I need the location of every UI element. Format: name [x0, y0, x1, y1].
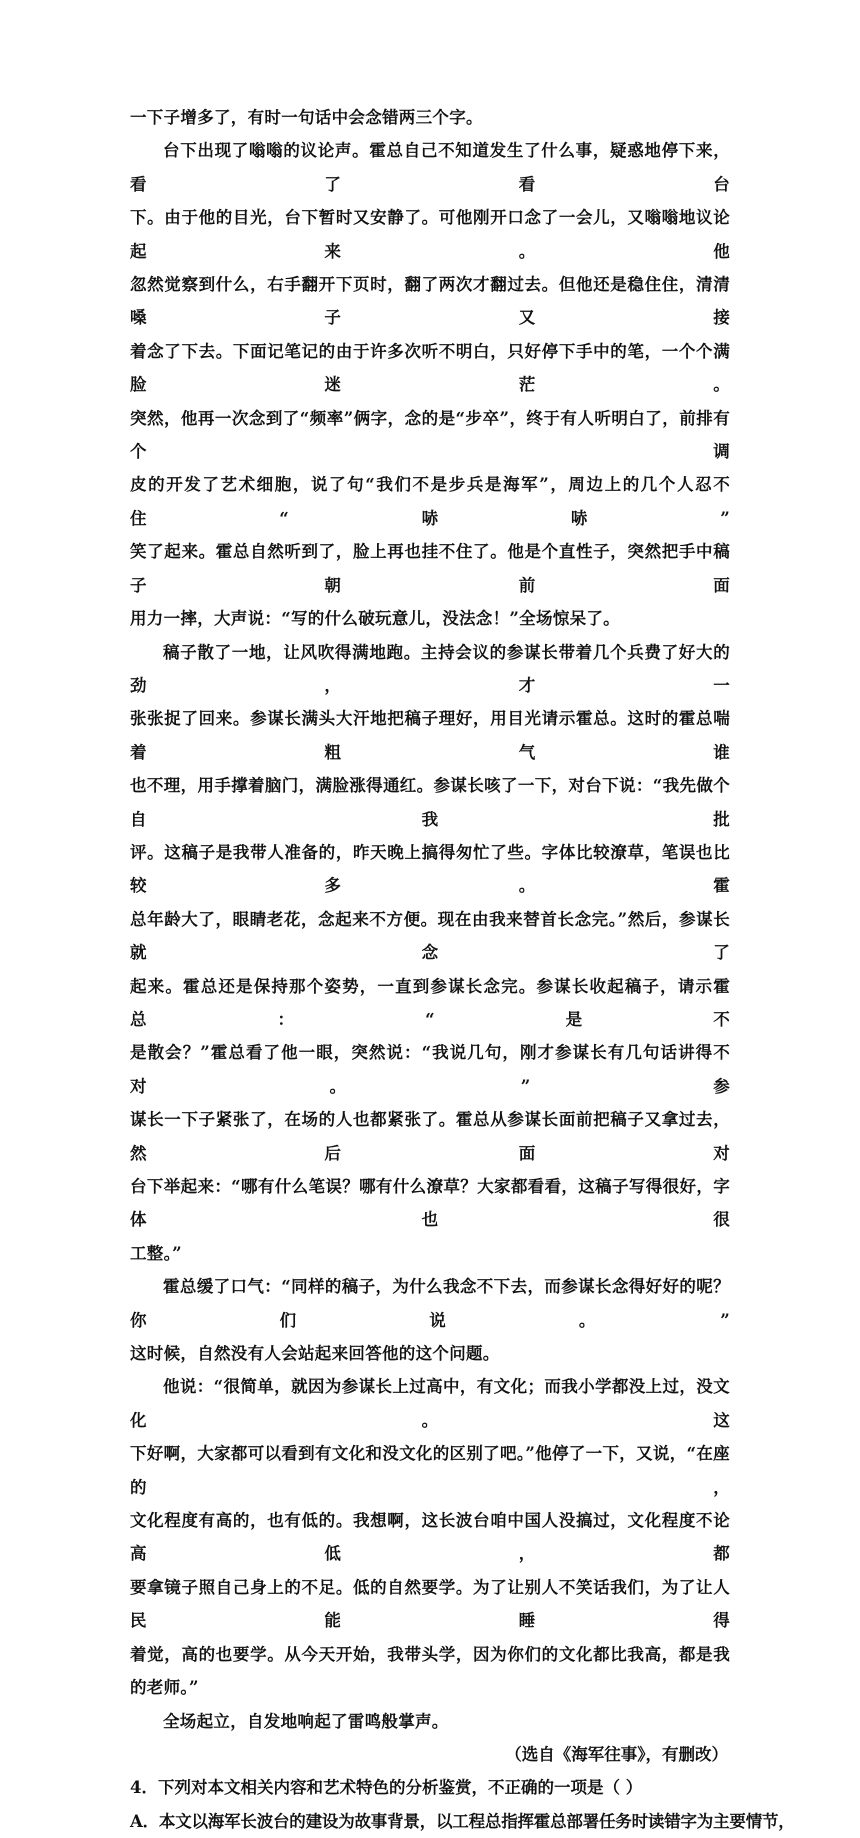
paragraph-line: 稿子散了一地，让风吹得满地跑。主持会议的参谋长带着几个兵费了好大的劲，才一 [130, 642, 730, 695]
paragraph-line: 也不理，用手撑着脑门，满脸涨得通红。参谋长咳了一下，对台下说：“我先做个自我批 [130, 776, 730, 829]
paragraph [130, 636, 730, 1271]
paragraph-line: 张张捉了回来。参谋长满头大汗地把稿子理好，用目光请示霍总。这时的霍总喘着粗气谁 [130, 709, 730, 762]
paragraph-line: 着念了下去。下面记笔记的由于许多次听不明白，只好停下手中的笔，一个个满脸迷茫。 [130, 341, 730, 395]
paragraph-line: 他说：“很简单，就因为参谋长上过高中，有文化；而我小学都没上过，没文化。这 [130, 1377, 730, 1430]
paragraph-line: 起来。霍总还是保持那个姿势，一直到参谋长念完。参谋长收起稿子，请示霍总：“是不 [130, 976, 730, 1029]
article-body [130, 101, 730, 1738]
source-citation: （选自《海军往事》，有删改） [505, 1744, 728, 1764]
paragraph-line: 这时候，自然没有人会站起来回答他的这个问题。 [130, 1344, 500, 1364]
paragraph-line: 忽然觉察到什么，右手翻开下页时，翻了两次才翻过去。但他还是稳住住，清清嗓子又接 [130, 275, 730, 328]
paragraph-line: 是散会？”霍总看了他一眼，突然说：“我说几句，刚才参谋长有几句话讲得不对。”参 [130, 1043, 730, 1096]
paragraph-line: 着觉，高的也要学。从今天开始，我带头学，因为你们的文化都比我高，都是我的老师。” [130, 1644, 730, 1698]
paragraph [130, 101, 730, 134]
paragraph-line: 台下举起来：“哪有什么笔误？哪有什么潦草？大家都看看，这稿子写得很好，字体也很 [130, 1177, 730, 1230]
paragraph-line: 文化程度有高的，也有低的。我想啊，这长波台咱中国人没搞过，文化程度不论高低，都 [130, 1511, 730, 1564]
paragraph-line: 一下子增多了，有时一句话中会念错两三个字。 [130, 108, 483, 127]
paragraph-line: 下好啊，大家都可以看到有文化和没文化的区别了吧。”他停了一下，又说，“在座的， [130, 1444, 730, 1497]
paragraph-line: 下。由于他的目光，台下暂时又安静了。可他刚开口念了一会儿，又嗡嗡地议论起来。他 [130, 208, 730, 261]
paragraph-line: 总年龄大了，眼睛老花，念起来不方便。现在由我来替首长念完。”然后，参谋长就念了 [130, 909, 730, 963]
paragraph [130, 1705, 730, 1738]
paragraph-line: 评。这稿子是我带人准备的，昨天晚上搞得匆忙了些。字体比较潦草，笔误也比较多。霍 [130, 842, 730, 896]
question-4: 4．下列对本文相关内容和艺术特色的分析鉴赏，不正确的一项是（ ） [130, 1778, 643, 1798]
paragraph-line: 突然，他再一次念到了“频率”俩字，念的是“步卒”，终于有人听明白了，前排有个调 [130, 408, 730, 462]
paragraph-line: 要拿镜子照自己身上的不足。低的自然要学。为了让别人不笑话我们，为了让人民能睡得 [130, 1577, 730, 1631]
paragraph-line: 用力一摔，大声说：“写的什么破玩意儿，没法念！”全场惊呆了。 [130, 609, 620, 629]
paragraph [130, 1370, 730, 1704]
paragraph [130, 134, 730, 635]
paragraph-line: 霍总缓了口气：“同样的稿子，为什么我念不下去，而参谋长念得好好的呢？你们说。” [130, 1277, 730, 1330]
paragraph-line: 台下出现了嗡嗡的议论声。霍总自己不知道发生了什么事，疑惑地停下来，看了看台 [130, 141, 730, 194]
option-a: A．本文以海军长波台的建设为故事背景，以工程总指挥霍总部署任务时读错字为主要情节， [130, 1811, 795, 1831]
document-page [130, 101, 795, 1838]
paragraph-line: 谋长一下子紧张了，在场的人也都紧张了。霍总从参谋长面前把稿子又拿过去，然后面对 [130, 1110, 730, 1163]
paragraph-line: 工整。” [130, 1243, 182, 1263]
paragraph [130, 1270, 730, 1370]
paragraph-line: 皮的开发了艺术细胞，说了句“我们不是步兵是海军”，周边上的几个人忍不住“哧哧” [130, 475, 730, 528]
paragraph-line: 全场起立，自发地响起了雷鸣般掌声。 [163, 1711, 449, 1731]
paragraph-line: 笑了起来。霍总自然听到了，脸上再也挂不住了。他是个直性子，突然把手中稿子朝前面 [130, 542, 730, 595]
